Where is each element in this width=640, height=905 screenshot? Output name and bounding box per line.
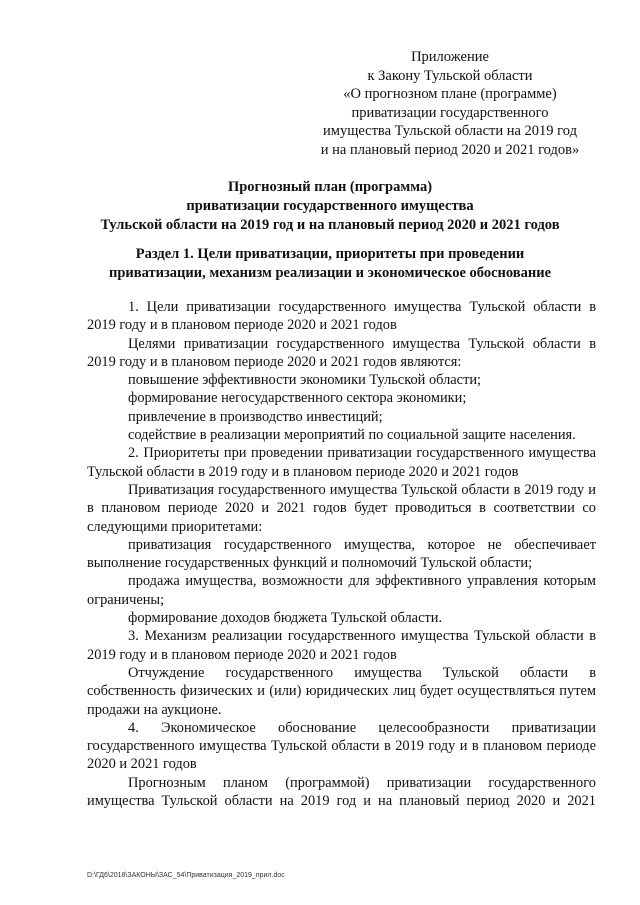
paragraph: Целями приватизации государственного имущества Тульской области в 2019 году и в плановом периоде 2020 и 2021 годов являются:	[87, 335, 596, 370]
paragraph: Отчуждение государственного имущества Тульской области в собственность физических и (или) юридических лиц будет осуществляться путем продажи на аукционе.	[87, 664, 596, 718]
paragraph-goals-heading: 1. Цели приватизации государственного имущества Тульской области в 2019 году и в плановом периоде 2020 и 2021 годов	[87, 299, 596, 334]
appendix-line: и на плановый период 2020 и 2021 годов»	[320, 141, 580, 158]
paragraph: Приватизация государственного имущества Тульской области в 2019 году и в плановом периоде 2020 и 2021 годов будет проводиться в соответствии со следующими приоритетами:	[87, 481, 596, 535]
list-item: формирование негосударственного сектора экономики;	[128, 390, 467, 407]
appendix-line: «О прогнозном плане (программе)	[343, 86, 557, 103]
appendix-header	[300, 48, 600, 160]
list-item: содействие в реализации мероприятий по социальной защите населения.	[128, 427, 576, 444]
document-body	[87, 298, 596, 810]
appendix-line: приватизации государственного	[351, 104, 549, 121]
list-item: приватизация государственного имущества, которое не обеспечивает выполнение государственных функций и полномочий Тульской области;	[87, 536, 596, 572]
section-heading	[60, 245, 600, 283]
title-line: Тульской области на 2019 год и на плановый период 2020 и 2021 годов	[100, 216, 560, 233]
appendix-line: Приложение	[411, 49, 489, 65]
title-line: приватизации государственного имущества	[186, 197, 474, 214]
title-line: Прогнозный план (программа)	[227, 179, 433, 195]
file-path-footer: D:\ГД6\2018\ЗАКОНЫ\ЗАС_54\Приватизация_2019_прил.doc	[87, 872, 285, 879]
appendix-line: к Закону Тульской области	[367, 67, 533, 84]
section-heading-line: Раздел 1. Цели приватизации, приоритеты при проведении	[135, 246, 525, 262]
paragraph-rationale-heading: 4. Экономическое обоснование целесообразности приватизации государственного имущества Тульской области в 2019 году и в плановом периоде 2020 и 2021 годов	[87, 719, 596, 773]
appendix-line: имущества Тульской области на 2019 год	[323, 123, 577, 140]
paragraph-mechanism-heading: 3. Механизм реализации государственного имущества Тульской области в 2019 году и в плановом периоде 2020 и 2021 годов	[87, 628, 596, 663]
list-item: привлечение в производство инвестиций;	[128, 408, 383, 425]
list-item: формирование доходов бюджета Тульской области.	[128, 610, 443, 627]
section-heading-line: приватизации, механизм реализации и экономическое обоснование	[108, 265, 552, 281]
paragraph-priorities-heading: 2. Приоритеты при проведении приватизации государственного имущества Тульской области в 2019 году и в плановом периоде 2020 и 2021 годов	[87, 445, 596, 480]
document-title	[60, 178, 600, 234]
list-item: повышение эффективности экономики Тульской области;	[128, 372, 482, 389]
paragraph: Прогнозным планом (программой) приватизации государственного имущества Тульской области на 2019 год и на плановый период 2020 и 2021	[87, 774, 596, 810]
list-item: продажа имущества, возможности для эффективного управления которым ограничены;	[87, 573, 596, 608]
